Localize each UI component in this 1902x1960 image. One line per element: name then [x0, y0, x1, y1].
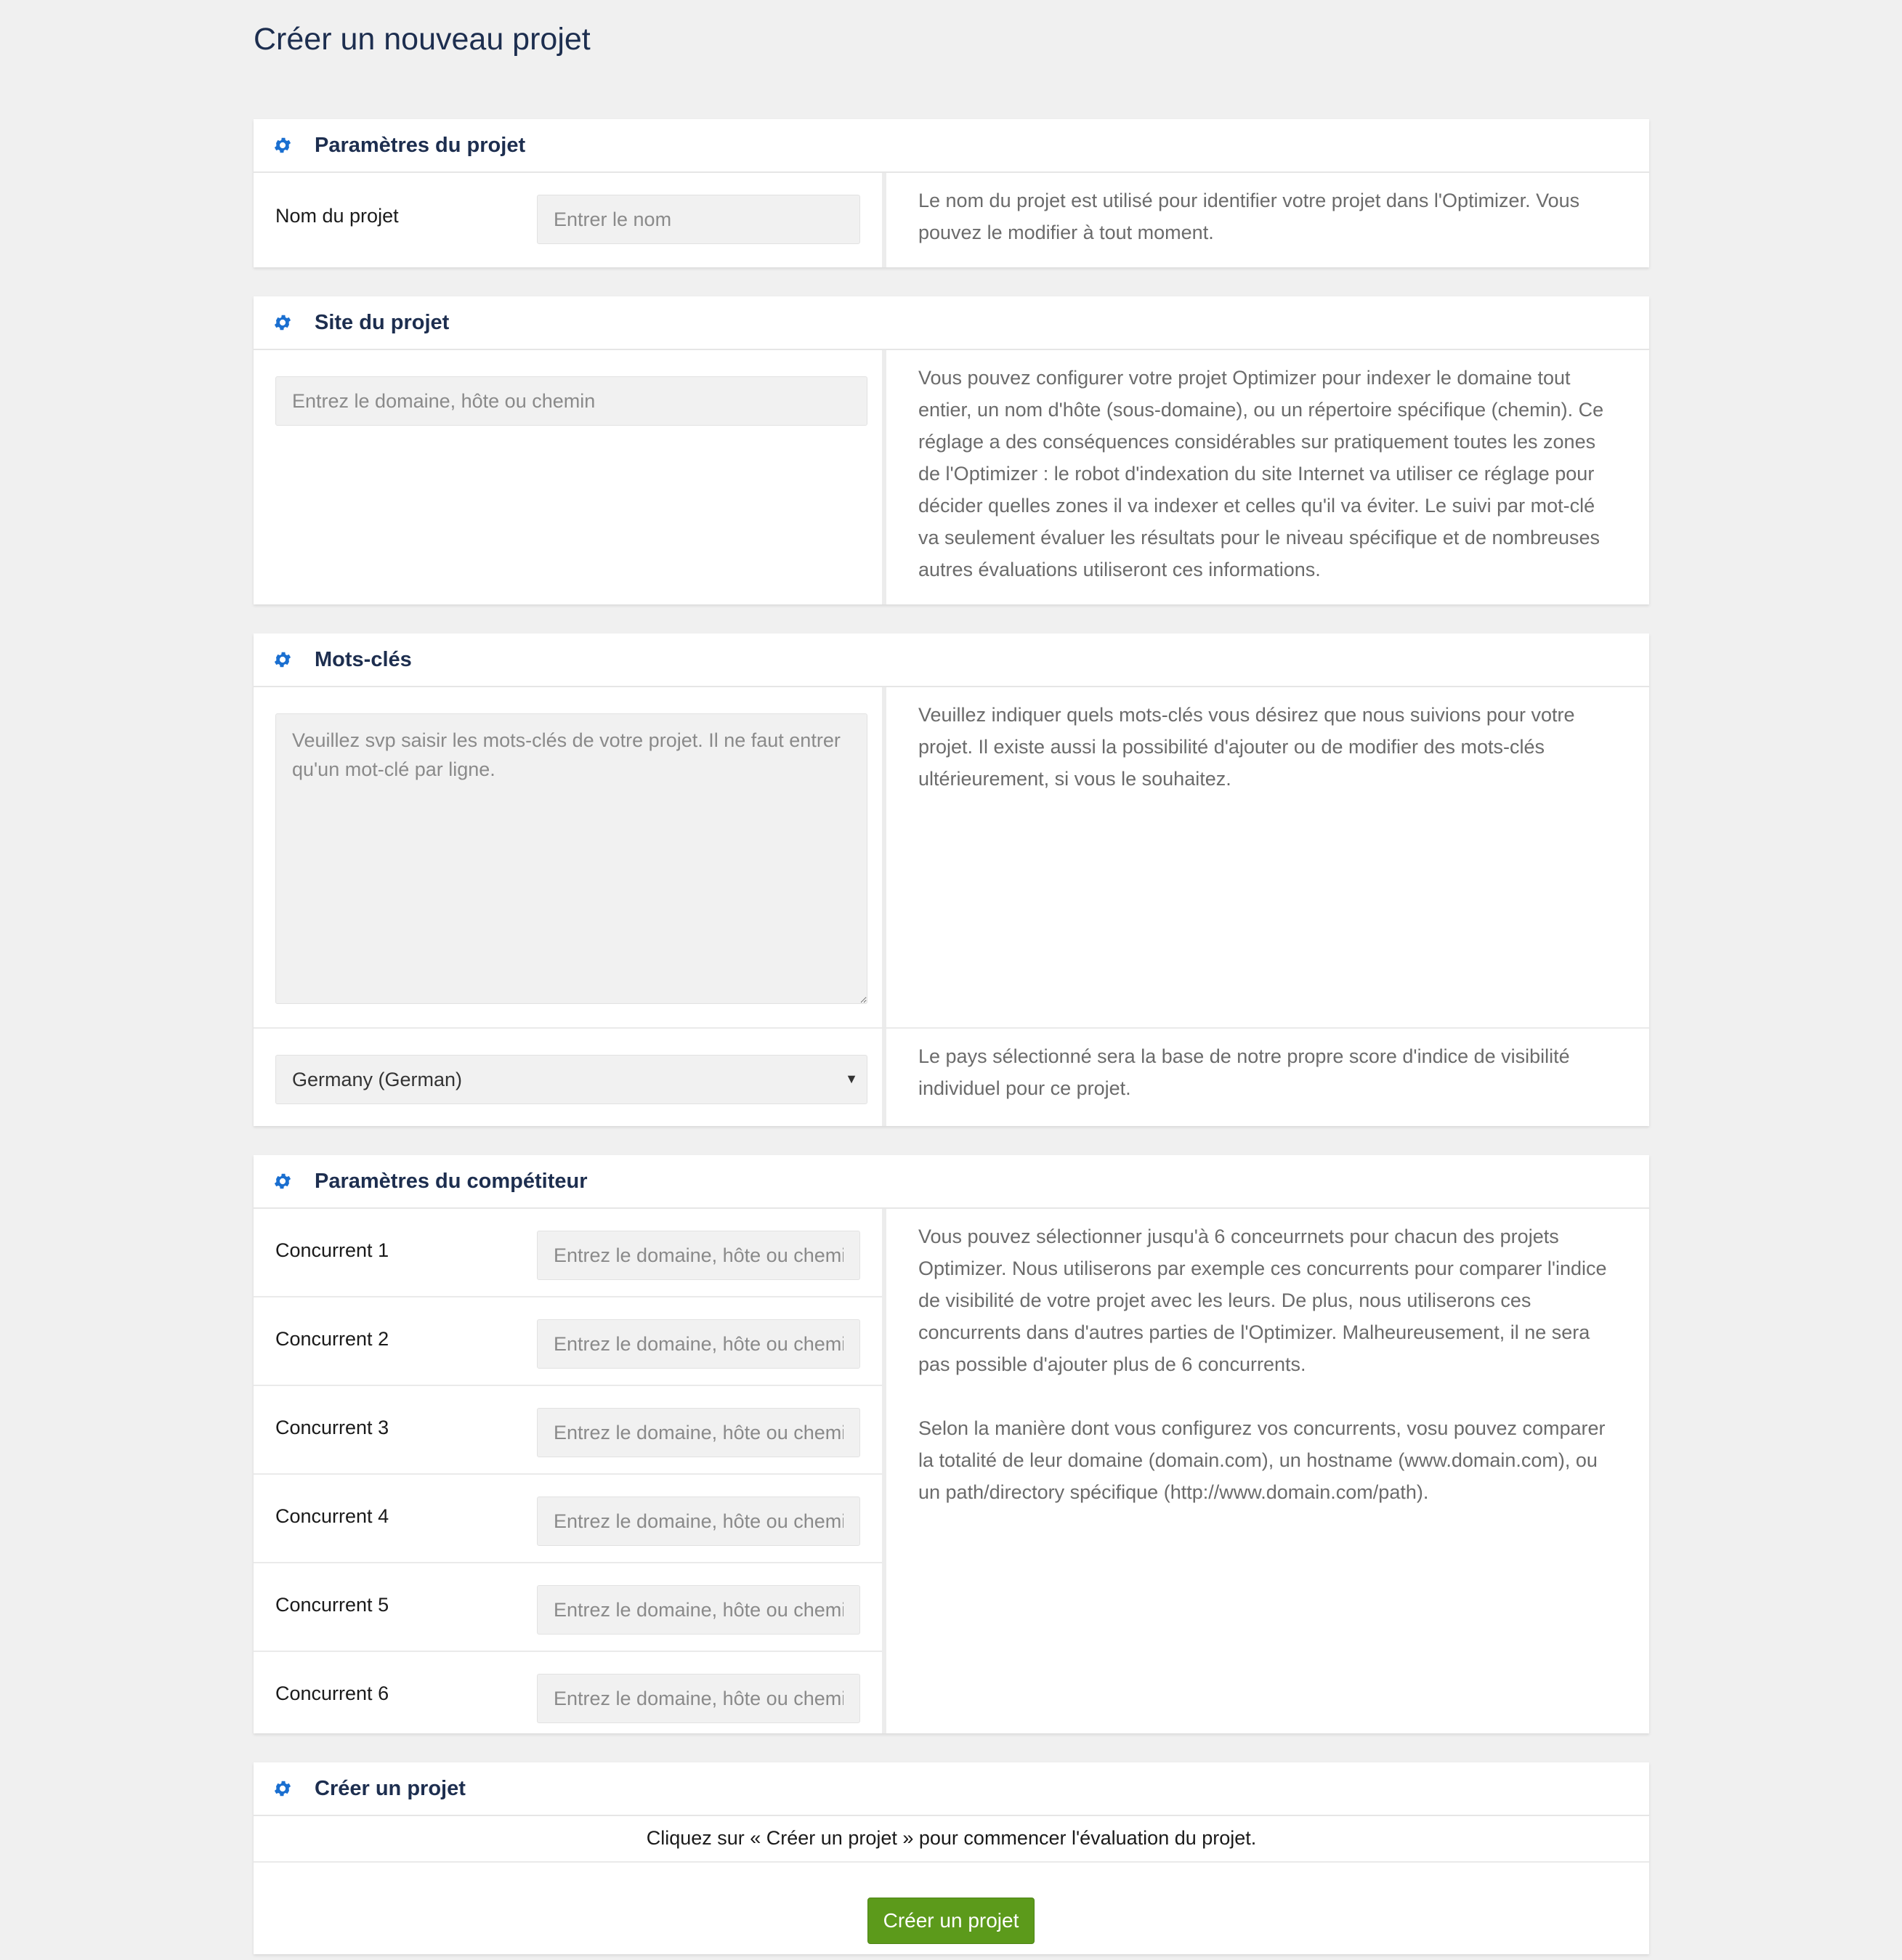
- competitor-4-input[interactable]: [537, 1497, 860, 1546]
- gear-icon: [272, 135, 293, 155]
- competitor-label: Concurrent 5: [275, 1594, 389, 1616]
- competitor-row: [254, 1386, 882, 1475]
- competitor-row: [254, 1475, 882, 1563]
- project-site-card: [254, 296, 1649, 604]
- project-name-help: Le nom du projet est utilisé pour identifier votre projet dans l'Optimizer. Vous pouvez le modifier à tout moment.: [918, 190, 1580, 243]
- gear-icon: [272, 1778, 293, 1799]
- gear-icon: [272, 312, 293, 333]
- keywords-textarea[interactable]: [275, 713, 867, 1004]
- competitor-row: [254, 1563, 882, 1652]
- gear-icon: [272, 1171, 293, 1191]
- competitor-settings-card: [254, 1155, 1649, 1733]
- country-select[interactable]: [275, 1055, 867, 1104]
- section-header: [254, 296, 1649, 350]
- country-select-value: Germany (German): [292, 1068, 463, 1090]
- competitor-label: Concurrent 1: [275, 1239, 389, 1261]
- competitor-row: [254, 1209, 882, 1297]
- create-project-card: [254, 1762, 1649, 1954]
- section-header: [254, 1155, 1649, 1209]
- keywords-help: Veuillez indiquer quels mots-clés vous désirez que nous suivions pour votre projet. Il existe aussi la possibilité d'ajouter ou de modifier des mots-clés ultérieurement, si vous le souhaitez.: [918, 704, 1575, 790]
- project-name-label: Nom du projet: [275, 205, 399, 227]
- competitor-label: Concurrent 4: [275, 1505, 389, 1527]
- project-name-input[interactable]: [537, 195, 860, 244]
- competitor-label: Concurrent 3: [275, 1417, 389, 1438]
- create-instruction: Cliquez sur « Créer un projet » pour commencer l'évaluation du projet.: [254, 1816, 1649, 1863]
- keywords-card: [254, 633, 1649, 1126]
- chevron-down-icon: ▼: [845, 1072, 858, 1086]
- competitor-label: Concurrent 2: [275, 1328, 389, 1350]
- competitor-row: [254, 1297, 882, 1386]
- competitor-help-1: Vous pouvez sélectionner jusqu'à 6 conceurrnets pour chacun des projets Optimizer. Nous utiliserons par exemple ces concurrents pour comparer l'indice de visibilité de votre projet avec les leurs. De plus, nous utiliserons ces concurrents dans d'autres parties de l'Optimizer. Malheureusement, il ne sera pas possible d'ajouter plus de 6 concurrents.: [918, 1226, 1607, 1375]
- section-title: Site du projet: [315, 310, 450, 334]
- competitor-6-input[interactable]: [537, 1674, 860, 1723]
- competitor-2-input[interactable]: [537, 1319, 860, 1369]
- competitor-list: [254, 1209, 882, 1733]
- section-title: Paramètres du projet: [315, 133, 526, 157]
- section-header: [254, 119, 1649, 173]
- section-title: Paramètres du compétiteur: [315, 1169, 588, 1193]
- competitor-1-input[interactable]: [537, 1231, 860, 1280]
- gear-icon: [272, 649, 293, 670]
- section-header: [254, 1762, 1649, 1816]
- project-site-help: Vous pouvez configurer votre projet Optimizer pour indexer le domaine tout entier, un nom d'hôte (sous-domaine), ou un répertoire spécifique (chemin). Ce réglage a des conséquences considérables sur pratiquement toutes les zones de l'Optimizer : le robot d'indexation du site Internet va utiliser ce réglage pour décider quelles zones il va indexer et celles qu'il va éviter. Le suivi par mot-clé va seulement évaluer les résultats pour le niveau spécifique et de nombreuses autres évaluations utiliseront ces informations.: [918, 367, 1604, 580]
- project-settings-card: [254, 119, 1649, 267]
- country-help: Le pays sélectionné sera la base de notre propre score d'indice de visibilité individuel pour ce projet.: [918, 1045, 1570, 1099]
- section-title: Mots-clés: [315, 647, 412, 671]
- section-title: Créer un projet: [315, 1776, 466, 1800]
- project-site-input[interactable]: [275, 376, 867, 426]
- competitor-5-input[interactable]: [537, 1585, 860, 1635]
- competitor-label: Concurrent 6: [275, 1682, 389, 1704]
- competitor-3-input[interactable]: [537, 1408, 860, 1457]
- create-project-button[interactable]: Créer un projet: [867, 1898, 1035, 1944]
- competitor-help-2: Selon la manière dont vous configurez vos concurrents, vosu pouvez comparer la totalité de leur domaine (domain.com), un hostname (www.domain.com), ou un path/directory spécifique (http://www.domain.com/path).: [918, 1417, 1606, 1503]
- competitor-row: [254, 1652, 882, 1739]
- section-header: [254, 633, 1649, 687]
- page-title: Créer un nouveau projet: [254, 22, 591, 57]
